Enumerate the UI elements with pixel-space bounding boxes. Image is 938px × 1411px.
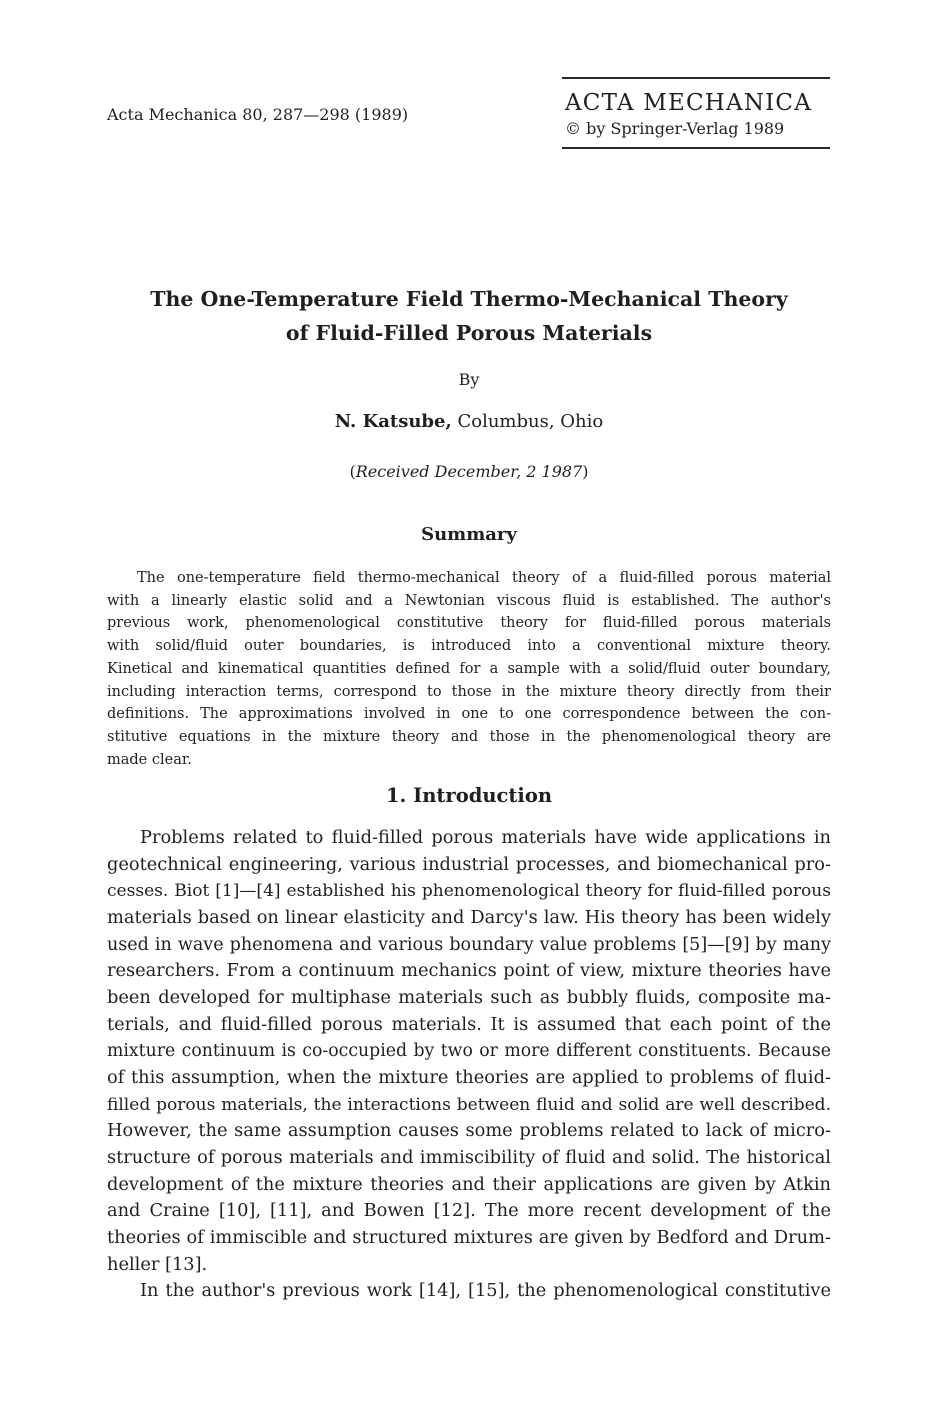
journal-citation: Acta Mechanica 80, 287—298 (1989) [107,105,409,124]
summary-line: The one-temperature field thermo-mechanical theory of a fluid-filled porous material [137,570,831,586]
summary-line: stitutive equations in the mixture theory and those in the phenomenological theory are [107,728,831,745]
body-line: heller [13]. [107,1253,208,1275]
author-line [0,411,938,433]
summary-heading: Summary [421,524,517,545]
summary-line: Kinetical and kinematical quantities defined for a sample with a solid/fluid outer boundary, [107,660,831,677]
body-line: structure of porous materials and immiscibility of fluid and solid. The historical [107,1147,831,1169]
journal-name: ACTA MECHANICA [565,90,813,116]
body-line: materials based on linear elasticity and Darcy's law. His theory has been widely [107,907,831,929]
body-line: geotechnical engineering, various industrial processes, and biomechanical pro- [107,853,831,875]
body-line: of this assumption, when the mixture theories are applied to problems of fluid- [107,1067,831,1089]
journal-masthead [562,77,830,149]
body-line: and Craine [10], [11], and Bowen [12]. The more recent development of the [107,1200,831,1222]
received-close-paren: ) [582,462,589,481]
author-name: N. Katsube, [334,411,452,432]
body-line: However, the same assumption causes some problems related to lack of micro- [107,1120,831,1142]
summary-line: definitions. The approximations involved in one to one correspondence between the con- [107,706,831,723]
summary-line: made clear. [107,751,192,768]
body-line: cesses. Biot [1]—[4] established his phenomenological theory for fluid-filled porous [107,881,831,902]
summary-line: with a linearly elastic solid and a Newtonian viscous fluid is established. The author's [107,592,831,609]
paper-title [0,282,938,350]
summary-line: including interaction terms, correspond to those in the mixture theory directly from their [107,683,831,700]
byline-label: By [458,370,480,389]
body-line: development of the mixture theories and their applications are given by Atkin [107,1173,831,1195]
body-line: theories of immiscible and structured mixtures are given by Bedford and Drum- [107,1227,831,1249]
summary-line: with solid/fluid outer boundaries, is introduced into a conventional mixture theory. [107,638,831,655]
body-line: mixture continuum is co-occupied by two or more different constituents. Because [107,1041,831,1062]
received-open-paren: ( [349,462,356,481]
summary-abstract [107,567,831,771]
body-line: researchers. From a continuum mechanics point of view, mixture theories have [107,960,831,982]
summary-line: previous work, phenomenological constitutive theory for fluid-filled porous materials [107,615,831,632]
body-line: been developed for multiphase materials such as bubbly fluids, composite ma- [107,987,831,1009]
introduction-body [107,825,831,1305]
body-line: filled porous materials, the interactions between fluid and solid are well described. [107,1094,831,1115]
author-location: Columbus, Ohio [457,411,604,432]
received-date [0,462,938,482]
title-line: of Fluid-Filled Porous Materials [285,321,653,345]
title-line: The One-Temperature Field Thermo-Mechanical Theory [150,287,788,311]
body-line: used in wave phenomena and various boundary value problems [5]—[9] by many [107,934,831,955]
body-line: terials, and fluid-filled porous materials. It is assumed that each point of the [107,1013,831,1035]
received-text: Received December, 2 1987 [355,462,583,481]
copyright-notice: © by Springer-Verlag 1989 [565,119,785,138]
body-line: In the author's previous work [14], [15], the phenomenological constitutive [140,1280,831,1302]
section-heading-introduction: 1. Introduction [385,784,553,807]
body-line: Problems related to fluid-filled porous materials have wide applications in [140,827,831,848]
